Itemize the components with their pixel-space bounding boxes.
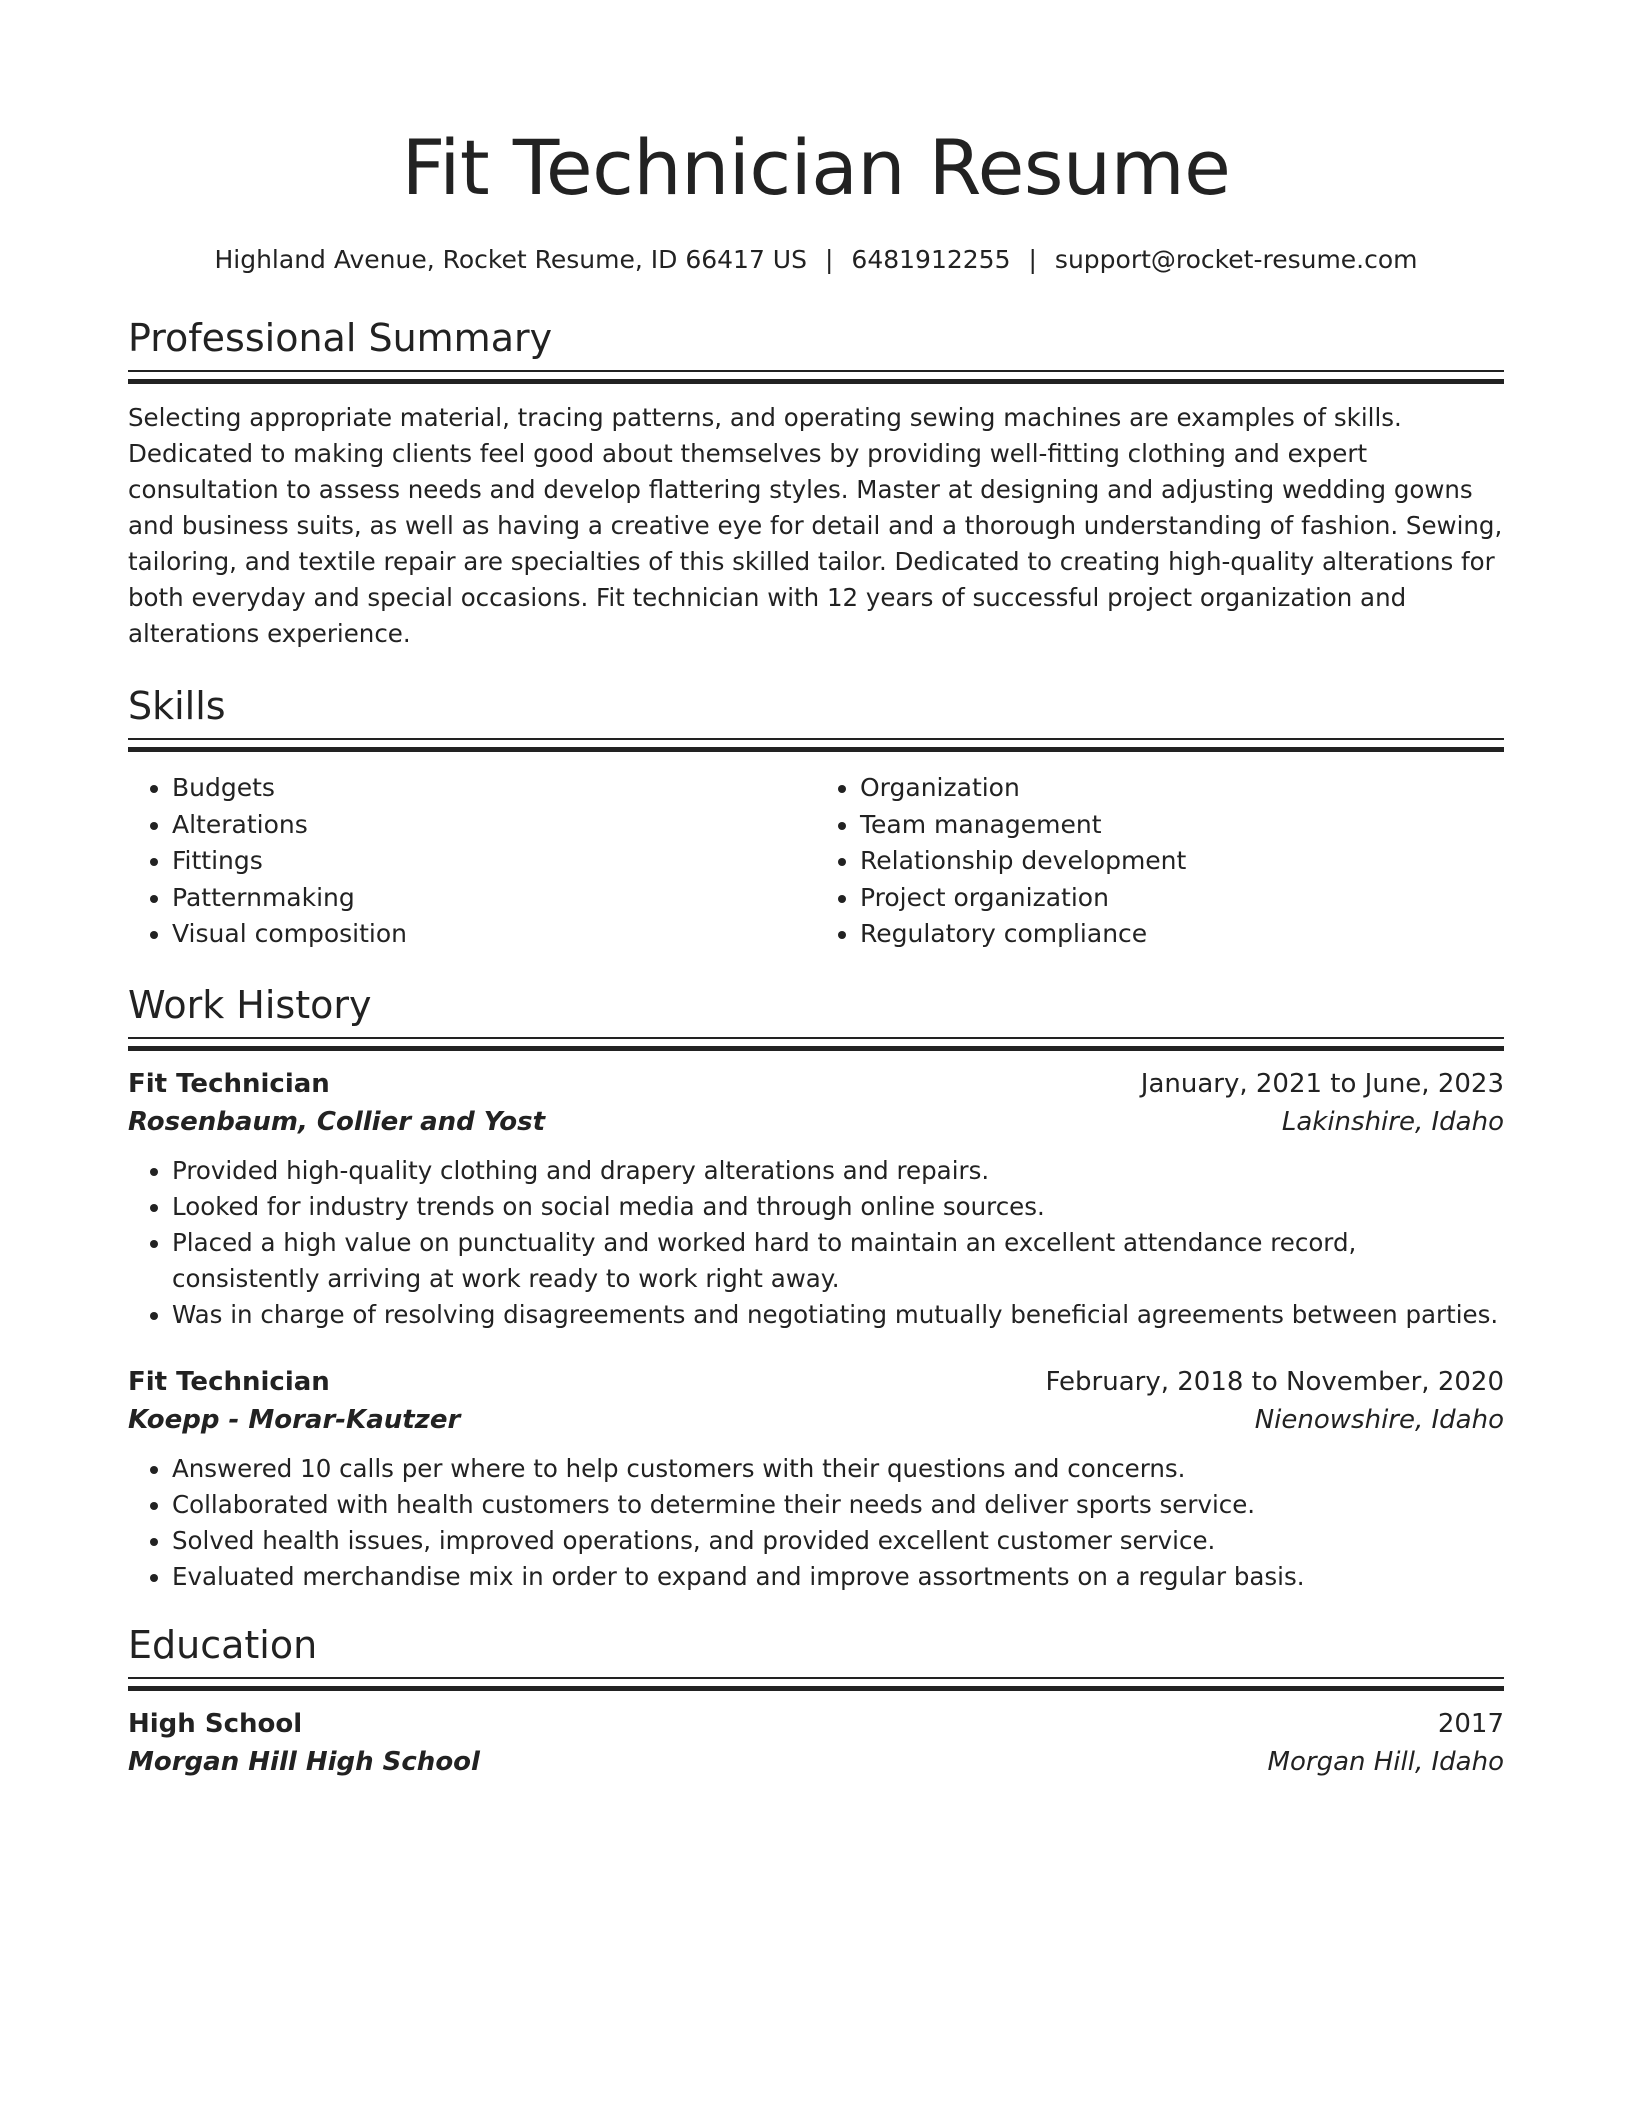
education-school: Morgan Hill High School <box>128 1746 480 1777</box>
job-bullet: • Provided high-quality clothing and drapery alterations and repairs. <box>172 1153 1504 1189</box>
skill-item: • Fittings <box>172 843 816 880</box>
job-bullet: • Evaluated merchandise mix in order to expand and improve assortments on a regular basis. <box>172 1559 1504 1595</box>
skill-item: • Team management <box>860 807 1504 844</box>
education-section <box>128 1621 1504 1781</box>
skill-item: • Relationship development <box>860 843 1504 880</box>
contact-separator: | <box>1028 245 1037 274</box>
summary-heading: Professional Summary <box>128 316 553 360</box>
job-dates: February, 2018 to November, 2020 <box>1045 1366 1504 1397</box>
skill-item: • Project organization <box>860 880 1504 917</box>
skills-section <box>128 682 1504 953</box>
skills-column-right <box>816 770 1504 953</box>
section-divider <box>128 370 1504 384</box>
job-entry <box>128 1065 1504 1333</box>
education-header <box>128 1705 1504 1743</box>
job-subheader <box>128 1401 1504 1439</box>
skill-item: • Organization <box>860 770 1504 807</box>
education-location: Morgan Hill, Idaho <box>1267 1746 1504 1777</box>
job-location: Lakinshire, Idaho <box>1281 1106 1504 1137</box>
job-bullet: • Looked for industry trends on social media and through online sources. <box>172 1189 1504 1225</box>
job-bullet: • Solved health issues, improved operations, and provided excellent customer service. <box>172 1523 1504 1559</box>
section-divider <box>128 738 1504 752</box>
summary-section <box>128 314 1504 652</box>
resume-title: Fit Technician Resume <box>401 123 1231 212</box>
skill-item: • Alterations <box>172 807 816 844</box>
contact-phone: 6481912255 <box>851 245 1011 274</box>
contact-address: Highland Avenue, Rocket Resume, ID 66417 US <box>214 245 807 274</box>
job-bullet: • Collaborated with health customers to determine their needs and deliver sports service. <box>172 1487 1504 1523</box>
job-title: Fit Technician <box>128 1366 330 1397</box>
education-degree: High School <box>128 1708 303 1739</box>
education-entry <box>128 1705 1504 1781</box>
job-bullets <box>128 1153 1504 1333</box>
job-header <box>128 1065 1504 1103</box>
contact-separator: | <box>824 245 834 274</box>
job-dates: January, 2021 to June, 2023 <box>1140 1068 1504 1099</box>
job-bullet: • Placed a high value on punctuality and worked hard to maintain an excellent attendance record, consistently arriving at work ready to work right away. <box>172 1225 1504 1297</box>
job-title: Fit Technician <box>128 1068 330 1099</box>
skills-list <box>128 770 1504 953</box>
education-year: 2017 <box>1437 1708 1504 1739</box>
job-bullet: • Answered 10 calls per where to help customers with their questions and concerns. <box>172 1451 1504 1487</box>
job-bullet: • Was in charge of resolving disagreements and negotiating mutually beneficial agreements between parties. <box>172 1297 1504 1333</box>
skills-heading: Skills <box>128 684 226 728</box>
skill-item: • Budgets <box>172 770 816 807</box>
contact-email: support@rocket-resume.com <box>1054 245 1418 274</box>
work-history-section <box>128 981 1504 1595</box>
job-company: Rosenbaum, Collier and Yost <box>128 1106 546 1137</box>
skill-item: • Visual composition <box>172 916 816 953</box>
job-subheader <box>128 1103 1504 1141</box>
job-bullets <box>128 1451 1504 1595</box>
summary-text: Selecting appropriate material, tracing patterns, and operating sewing machines are examples of skills. Dedicated to making clients feel good about themselves by providing well-fitting clothing and expert consultation to assess needs and develop flattering styles. Master at designing and adjusting wedding gowns and business suits, as well as having a creative eye for detail and a thorough understanding of fashion. Sewing, tailoring, and textile repair are specialties of this skilled tailor. Dedicated to creating high-quality alterations for both everyday and special occasions. Fit technician with 12 years of successful project organization and alterations experience. <box>128 403 1503 648</box>
job-entry <box>128 1363 1504 1595</box>
contact-line <box>128 242 1504 278</box>
resume-page <box>128 0 1504 1781</box>
education-heading: Education <box>128 1622 318 1667</box>
job-header <box>128 1363 1504 1401</box>
skill-item: • Patternmaking <box>172 880 816 917</box>
skills-column-left <box>128 770 816 953</box>
skill-item: • Regulatory compliance <box>860 916 1504 953</box>
work-history-heading: Work History <box>128 982 372 1027</box>
education-subheader <box>128 1743 1504 1781</box>
section-divider <box>128 1037 1504 1051</box>
job-company: Koepp - Morar-Kautzer <box>128 1404 461 1435</box>
job-location: Nienowshire, Idaho <box>1254 1404 1504 1435</box>
section-divider <box>128 1677 1504 1691</box>
